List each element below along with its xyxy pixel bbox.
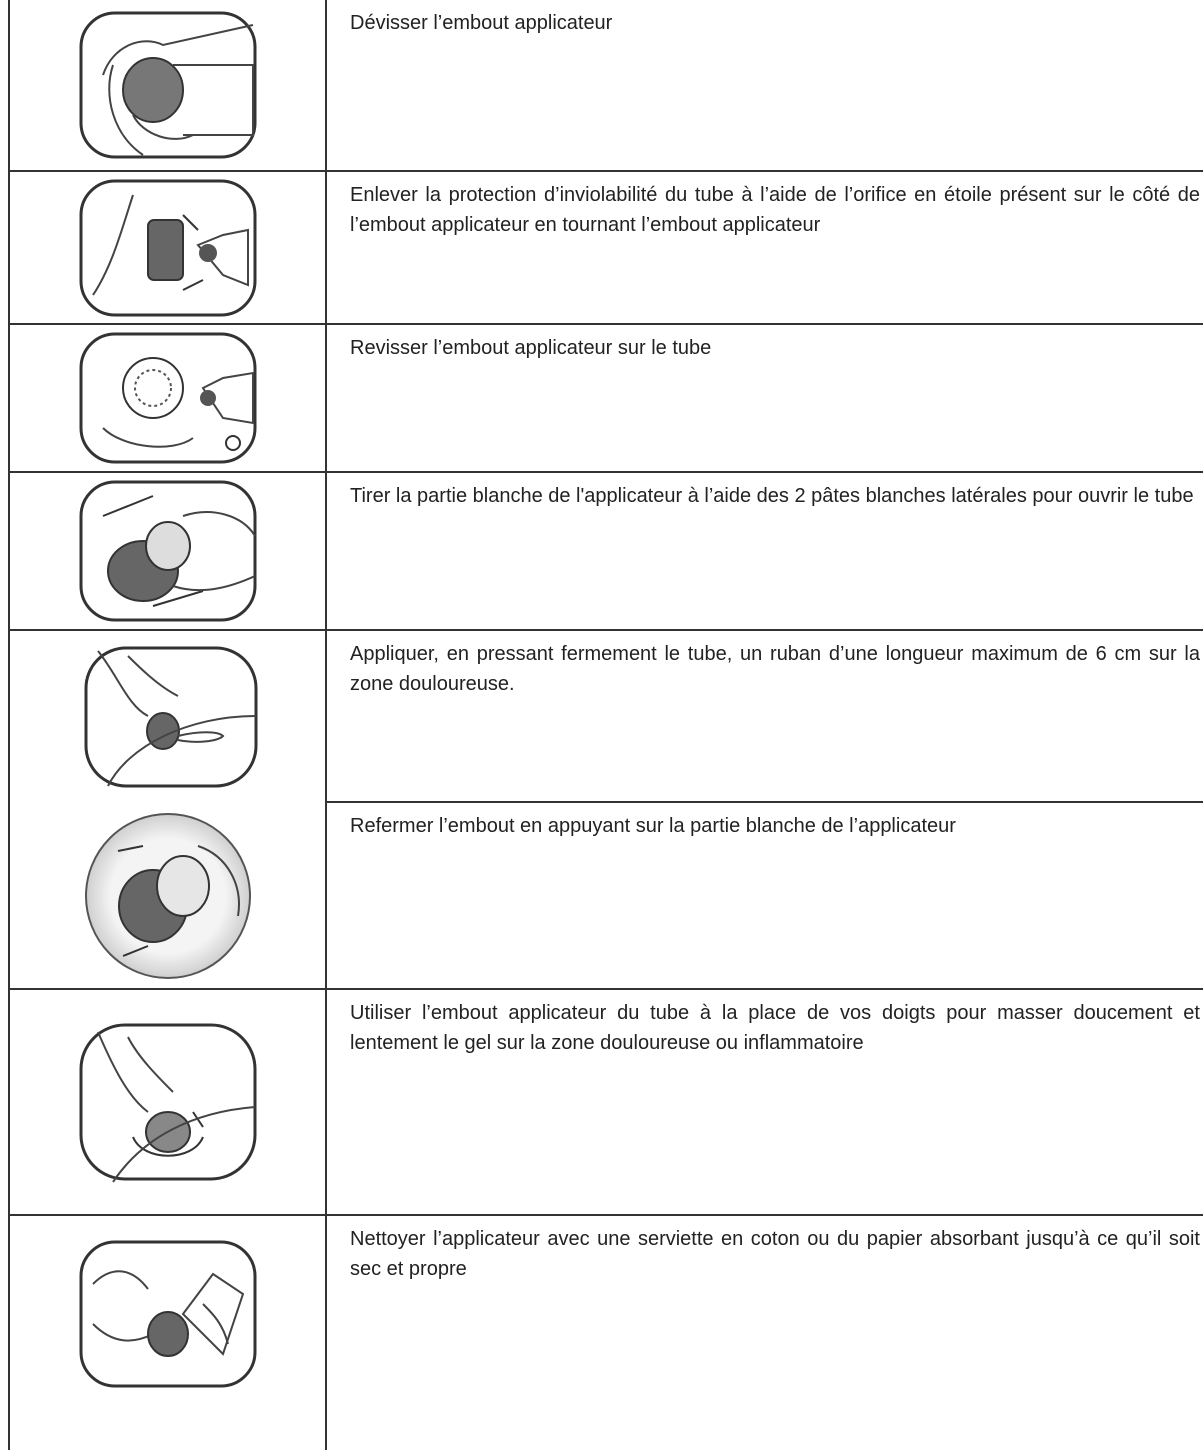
clean-applicator-icon bbox=[10, 1216, 325, 1450]
apply-gel-icon bbox=[10, 631, 325, 801]
step-text: Enlever la protection d’inviolabilité du tube à l’aide de l’orifice en étoile présent sur le côté de l’embout applicateur en tournant l’embout applicateur bbox=[350, 184, 1200, 236]
table-row bbox=[10, 631, 1203, 801]
table-row bbox=[10, 325, 1203, 471]
screw-applicator-icon bbox=[10, 325, 325, 471]
table-row bbox=[10, 172, 1203, 323]
table-row bbox=[10, 803, 1203, 988]
massage-gel-icon bbox=[10, 990, 325, 1214]
remove-seal-icon bbox=[10, 172, 325, 323]
table-row bbox=[10, 990, 1203, 1214]
step-text: Nettoyer l’applicateur avec une serviette en coton ou du papier absorbant jusqu’à ce qu’il soit sec et propre bbox=[350, 1228, 1200, 1280]
step-text: Appliquer, en pressant fermement le tube, un ruban d’une longueur maximum de 6 cm sur la zone douloureuse. bbox=[350, 643, 1200, 695]
step-text: Utiliser l’embout applicateur du tube à la place de vos doigts pour masser doucement et lentement le gel sur la zone douloureuse ou inflammatoire bbox=[350, 1002, 1200, 1054]
step-text: Tirer la partie blanche de l'applicateur à l’aide des 2 pâtes blanches latérales pour ouvrir le tube bbox=[350, 485, 1194, 507]
table-row bbox=[10, 0, 1203, 170]
table-row bbox=[10, 473, 1203, 629]
step-text: Dévisser l’embout applicateur bbox=[350, 12, 613, 34]
close-applicator-icon bbox=[10, 803, 325, 988]
step-text: Refermer l’embout en appuyant sur la partie blanche de l’applicateur bbox=[350, 815, 956, 837]
unscrew-applicator-icon bbox=[10, 0, 325, 170]
step-text: Revisser l’embout applicateur sur le tube bbox=[350, 337, 712, 359]
table-row bbox=[10, 1216, 1203, 1450]
pull-white-part-icon bbox=[10, 473, 325, 629]
